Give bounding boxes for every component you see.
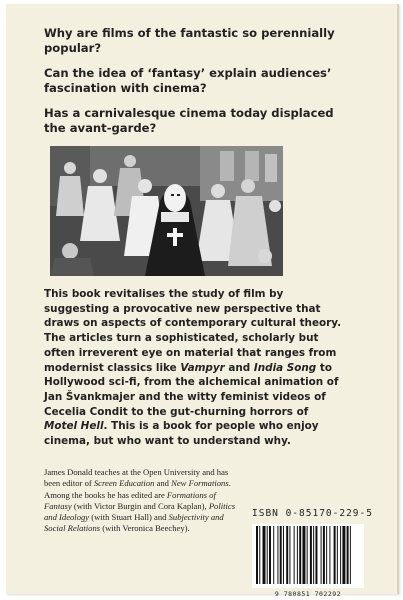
bio-b3: Subjectivity and Social Relations — [44, 512, 224, 534]
blurb-part-2: and — [224, 361, 254, 374]
blurb-part-1: This book revitalises the study of film by suggesting a provocative new perspective that draws on aspects of contemporary cultural theory. The articles turn a sophisticated, scholarly but often irreverent eye on material that ranges from modernist classics like — [44, 288, 342, 374]
author-bio — [44, 467, 239, 535]
cover-photo-dolls-and-nun — [50, 146, 283, 276]
bio-t2: and — [154, 478, 172, 489]
question-2: Can the idea of ‘fantasy’ explain audiences’ fascination with cinema? — [44, 66, 332, 95]
bio-b2: Politics and Ideology — [44, 500, 236, 523]
barcode — [252, 524, 364, 588]
blurb-part-4: . This is a book for people who enjoy cinema, but who want to understand why. — [44, 420, 319, 448]
bio-b1: Formations of Fantasy — [44, 489, 216, 511]
questions-block — [44, 26, 344, 146]
blurb-part-3: to Hollywood sci-fi, from the alchemical animation of Jan Švankmajer and the witty feminist videos of Cecelia Condit to the gut-churning horrors of — [44, 361, 339, 418]
bio-j1: Screen Education — [93, 478, 155, 489]
bio-t3: . Among the books he has edited are — [44, 478, 231, 500]
bio-t5: (with Stuart Hall) and — [89, 512, 169, 523]
bio-j2: New Formations — [171, 478, 229, 489]
barcode-digits: 9 780851 702292 — [274, 590, 342, 598]
bio-t4: (with Victor Burgin and Cora Kaplan), — [71, 500, 209, 511]
blurb-film-3: Motel Hell — [44, 420, 104, 433]
isbn-label: ISBN 0-85170-229-5 — [252, 508, 373, 519]
back-cover — [6, 4, 399, 598]
question-3: Has a carnivalesque cinema today displaced the avant-garde? — [44, 106, 334, 135]
blurb-film-2: India Song — [253, 361, 317, 374]
question-1: Why are films of the fantastic so perennially popular? — [44, 26, 335, 55]
blurb-text — [44, 287, 344, 449]
bio-t6: (with Veronica Beechey). — [100, 523, 190, 534]
blurb-film-1: Vampyr — [180, 361, 225, 374]
bio-t1: James Donald teaches at the Open University and has been editor of — [44, 467, 229, 489]
